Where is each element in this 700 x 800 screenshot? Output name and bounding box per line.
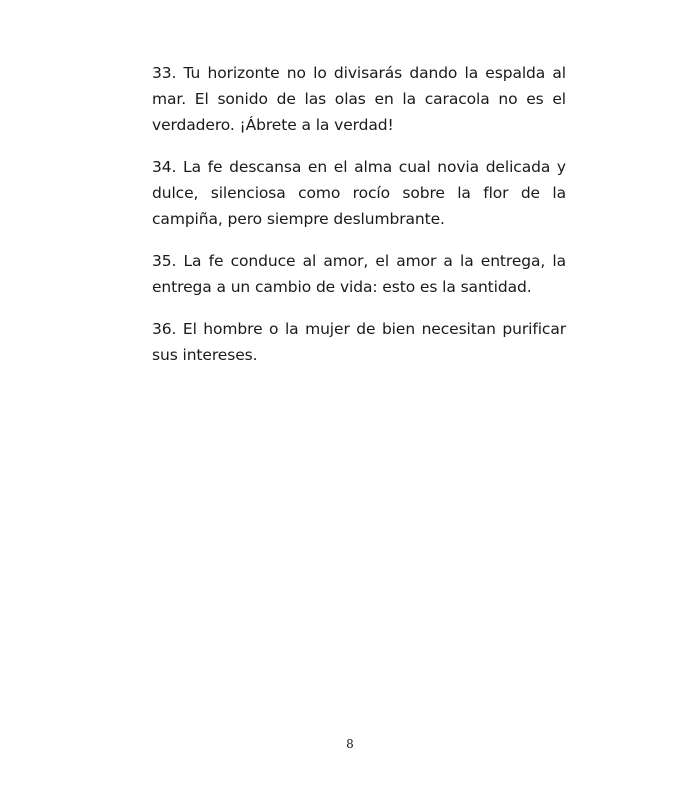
- page-number: 8: [346, 737, 354, 751]
- paragraph-34: 34. La fe descansa en el alma cual novia delicada y dulce, silenciosa como rocío sobre la flor de la campiña, pero siempre deslumbrante.: [152, 158, 566, 228]
- document-body: [152, 60, 566, 384]
- paragraph-35: 35. La fe conduce al amor, el amor a la entrega, la entrega a un cambio de vida: esto es la santidad.: [152, 252, 566, 296]
- paragraph-36: 36. El hombre o la mujer de bien necesitan purificar sus intereses.: [152, 320, 566, 364]
- paragraph-33: 33. Tu horizonte no lo divisarás dando la espalda al mar. El sonido de las olas en la caracola no es el verdadero. ¡Ábrete a la verdad!: [152, 64, 566, 134]
